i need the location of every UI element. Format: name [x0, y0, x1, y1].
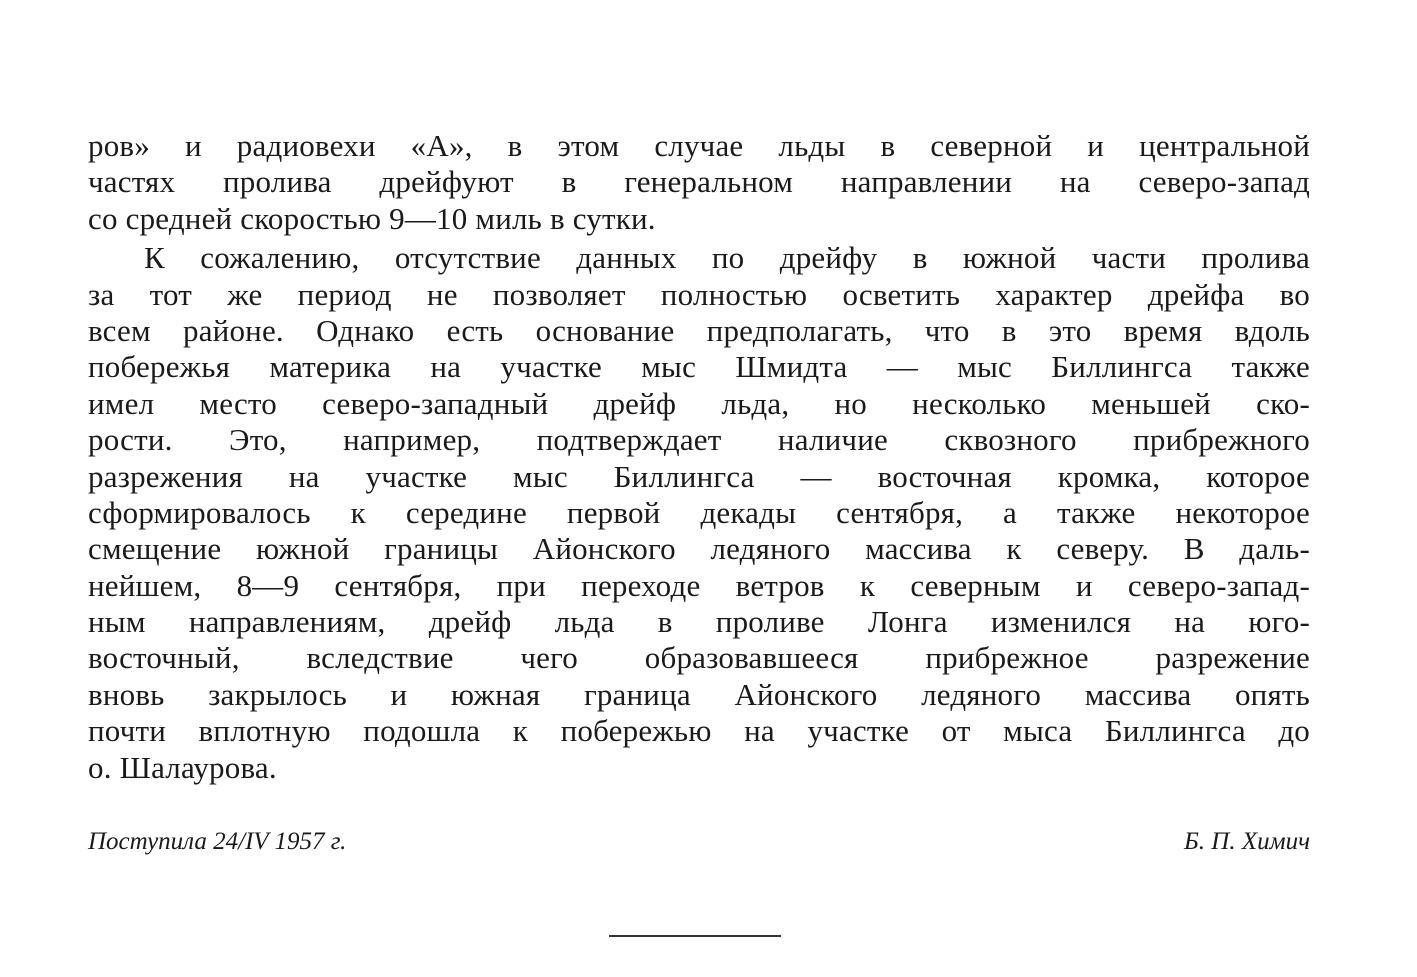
author-signature: Б. П. Химич: [1184, 828, 1310, 855]
text-line: ров» и радиовехи «А», в этом случае льды в северной и центральной: [88, 128, 1310, 163]
text-line: побережья материка на участке мыс Шмидта — мыс Биллингса также: [88, 349, 1310, 385]
text-line: рости. Это, например, подтверждает наличие сквозного прибрежного: [88, 422, 1310, 458]
paragraph-2: [88, 240, 1310, 786]
article-body: [88, 128, 1310, 786]
text-line: ным направлениям, дрейф льда в проливе Лонга изменился на юго-: [88, 604, 1310, 640]
text-line: за тот же период не позволяет полностью осветить характер дрейфа во: [88, 276, 1310, 312]
text-line: разрежения на участке мыс Биллингса — восточная кромка, которое: [88, 458, 1310, 494]
text-line: восточный, вследствие чего образовавшееся прибрежное разрежение: [88, 640, 1310, 676]
text-line: о. Шалаурова.: [88, 749, 277, 785]
text-line: всем районе. Однако есть основание предполагать, что в это время вдоль: [88, 312, 1310, 348]
text-line: имел место северо-западный дрейф льда, но несколько меньшей ско-: [88, 385, 1310, 421]
section-divider: [609, 935, 781, 937]
text-line: частях пролива дрейфуют в генеральном направлении на северо-запад: [88, 164, 1310, 200]
article-footer: [88, 822, 1310, 862]
text-line: сформировалось к середине первой декады сентября, а также некоторое: [88, 494, 1310, 530]
text-line: К сожалению, отсутствие данных по дрейфу в южной части пролива: [144, 240, 1310, 276]
text-line: нейшем, 8—9 сентября, при переходе ветров к северным и северо-запад-: [88, 567, 1310, 603]
text-line: со средней скоростью 9—10 миль в сутки.: [88, 200, 656, 236]
received-date: Поступила 24/IV 1957 г.: [88, 828, 347, 855]
paragraph-1: [88, 128, 1310, 237]
text-line: смещение южной границы Айонского ледяного массива к северу. В даль-: [88, 531, 1310, 567]
text-line: вновь закрылось и южная граница Айонского ледяного массива опять: [88, 676, 1310, 712]
text-line: почти вплотную подошла к побережью на участке от мыса Биллингса до: [88, 713, 1310, 749]
